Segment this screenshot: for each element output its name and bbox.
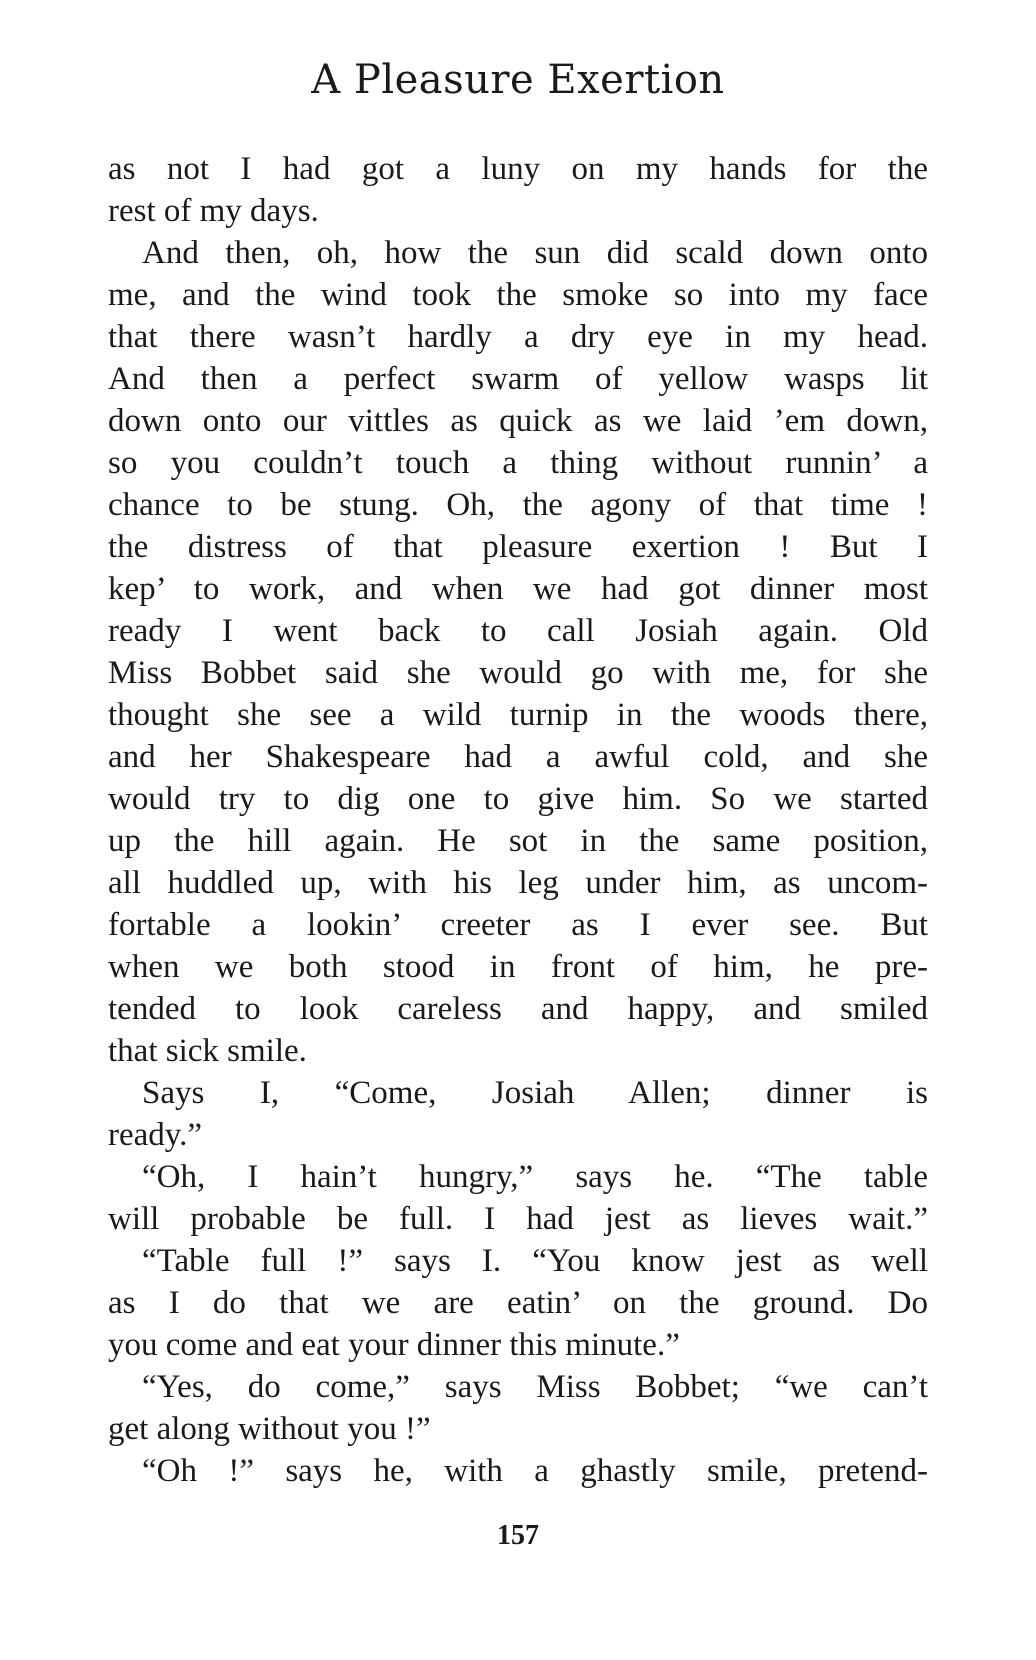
text-line: as not I had got a luny on my hands for the [108,151,928,187]
text-line: Miss Bobbet said she would go with me, for she [108,655,928,691]
text-line: “Oh !” says he, with a ghastly smile, pretend- [142,1453,928,1489]
text-line: that there wasn’t hardly a dry eye in my head. [108,319,928,355]
running-head: A Pleasure Exertion [311,57,725,103]
text-line: “Oh, I hain’t hungry,” says he. “The table [142,1159,928,1195]
page-number: 157 [497,1520,539,1551]
text-line: and her Shakespeare had a awful cold, and she [108,739,928,775]
text-line: you come and eat your dinner this minute.” [108,1327,680,1363]
text-line: all huddled up, with his leg under him, as uncom- [108,865,928,901]
text-line: down onto our vittles as quick as we laid ’em down, [108,403,928,439]
body-text [108,148,928,1492]
text-line: ready I went back to call Josiah again. Old [108,613,928,649]
text-line: that sick smile. [108,1033,307,1069]
text-line: thought she see a wild turnip in the woods there, [108,697,928,733]
text-line: up the hill again. He sot in the same position, [108,823,928,859]
text-line: rest of my days. [108,193,319,229]
text-line: chance to be stung. Oh, the agony of that time ! [108,487,928,523]
text-line: kep’ to work, and when we had got dinner most [108,571,928,607]
text-line: would try to dig one to give him. So we started [108,781,928,817]
text-line: ready.” [108,1117,203,1153]
text-line: when we both stood in front of him, he pre- [108,949,928,985]
text-line: tended to look careless and happy, and smiled [108,991,928,1027]
text-line: “Yes, do come,” says Miss Bobbet; “we can’t [142,1369,928,1405]
text-line: “Table full !” says I. “You know jest as well [142,1243,928,1279]
text-line: And then, oh, how the sun did scald down onto [142,235,928,271]
text-line: And then a perfect swarm of yellow wasps lit [108,361,928,397]
text-line: Says I, “Come, Josiah Allen; dinner is [142,1075,928,1111]
text-line: as I do that we are eatin’ on the ground. Do [108,1285,928,1321]
text-line: fortable a lookin’ creeter as I ever see. But [108,907,928,943]
text-line: will probable be full. I had jest as lieves wait.” [108,1201,928,1237]
text-line: so you couldn’t touch a thing without runnin’ a [108,445,928,481]
text-line: me, and the wind took the smoke so into my face [108,277,928,313]
text-line: get along without you !” [108,1411,431,1447]
text-line: the distress of that pleasure exertion ! But I [108,529,928,565]
